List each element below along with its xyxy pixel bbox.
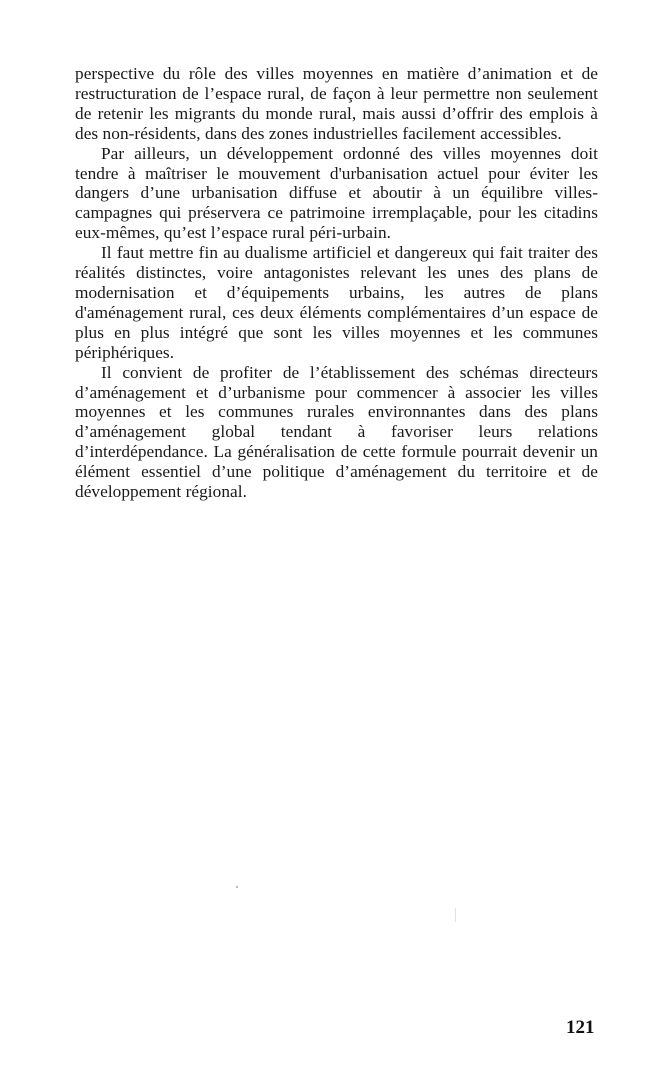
paragraph-4: Il convient de profiter de l’établissement des schémas directeurs d’aménagement et d’urbanisme pour commencer à associer les villes moyennes et les communes rurales environnantes dans des plans d’aménagement global tendant à favoriser leurs relations d’interdépendance. La généralisation de cette formule pourrait devenir un élément essentiel d’une politique d’aménagement du territoire et de développement régional. (75, 362, 598, 502)
paragraph-3: Il faut mettre fin au dualisme artificiel et dangereux qui fait traiter des réalités distinctes, voire antagonistes relevant les unes des plans de modernisation et d’équipements urbains, les autres de plans d'aménagement rural, ces deux éléments complémentaires d’un espace de plus en plus intégré que sont les villes moyennes et les communes périphériques. (75, 243, 598, 362)
page-number: 121 (566, 1017, 595, 1038)
body-text (75, 64, 598, 502)
paragraph-1: perspective du rôle des villes moyennes en matière d’animation et de restructuration de l’espace rural, de façon à leur permettre non seulement de retenir les migrants du monde rural, mais aussi d’offrir des emplois à des non-résidents, dans des zones industrielles facilement accessibles. (75, 64, 598, 143)
scan-speck (455, 908, 456, 922)
scan-speck (236, 886, 238, 888)
paragraph-2: Par ailleurs, un développement ordonné des villes moyennes doit tendre à maîtriser le mouvement d'urbanisation actuel pour éviter les dangers d’une urbanisation diffuse et aboutir à un équilibre villes-campagnes qui préservera ce patrimoine irremplaçable, pour les citadins eux-mêmes, qu’est l’espace rural péri-urbain. (75, 143, 598, 243)
